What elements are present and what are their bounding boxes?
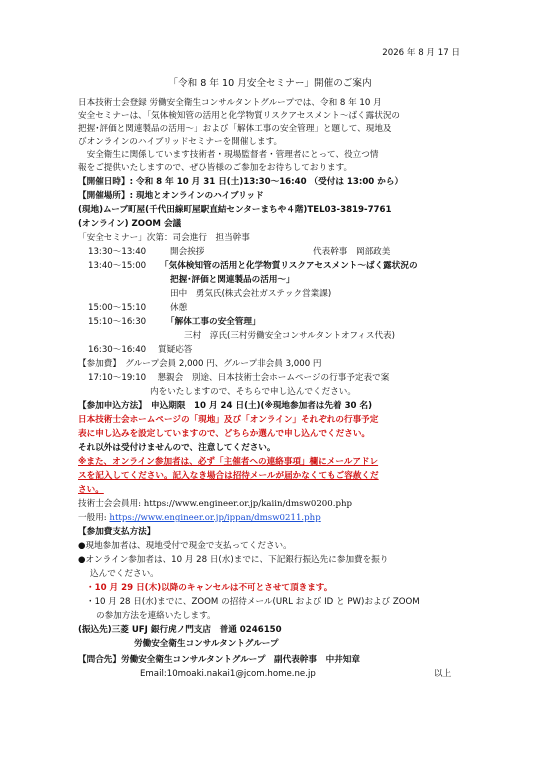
pay-online: 込んでください。 <box>90 569 159 579</box>
event-datetime: 【開催日時】: 令和 8 年 10 月 31 日(土)13:30〜16:40 （受付は 13:00 から） <box>78 177 404 187</box>
program-time: 15:00〜15:10 <box>88 303 147 313</box>
closing-mark: 以上 <box>434 669 452 679</box>
public-url-label: 一般用: <box>78 513 110 523</box>
program-time: 13:30〜13:40 <box>88 247 147 257</box>
public-url-link[interactable]: https://www.engineer.or.jp/ippan/dmsw0211.php <box>109 513 321 523</box>
program-title: 質疑応答 <box>158 345 193 355</box>
program-time: 16:30〜16:40 <box>88 345 147 355</box>
member-url: 技術士会会員用: https://www.engineer.or.jp/kaiin/dmsw0200.php <box>78 499 353 509</box>
intro-line: 報をご提供いたしますので、ぜひ皆様のご参加をお待ちしております。 <box>78 163 353 173</box>
intro-line: 安全衛生に関係しています技術者・現場監督者・管理者にとって、役立つ情 <box>78 150 379 160</box>
venue-label: 【開催場所】: 現地とオンラインのハイブリッド <box>78 191 264 201</box>
program-speaker: 代表幹事 岡部政美 <box>313 247 391 257</box>
online-email-note: さい。 <box>78 485 104 495</box>
program-title: 休憩 <box>170 303 188 313</box>
program-speaker: 田中 勇気氏(株式会社ガステック営業課) <box>170 289 332 299</box>
payment-header: 【参加費支払方法】 <box>78 527 156 537</box>
apply-instruction: 日本技術士会ホームページの「現地」及び「オンライン」それぞれの行事予定 <box>78 415 379 425</box>
apply-line: 【参加申込方法】 申込期限 10 月 24 日(土)(※現地参加者は先着 30 名) <box>78 401 373 411</box>
social-line: 17:10〜19:10 懇親会 別途、日本技術士会ホームページの行事予定表で案 <box>88 373 390 383</box>
public-url-line <box>78 513 321 524</box>
contact-email: Email:10moaki.nakai1@jcom.home.ne.jp <box>140 669 316 679</box>
not-accepted-note: それ以外は受付けませんので、注意してください。 <box>78 443 276 453</box>
program-title: 「解体工事の安全管理」 <box>166 317 261 327</box>
fee-line: 【参加費】 グループ会員 2,000 円、グループ非会員 3,000 円 <box>78 359 322 369</box>
online-email-note: スを記入してください。記入なき場合は招待メールが届かなくてもご容赦くだ <box>78 471 379 481</box>
online-email-note: ※また、オンライン参加者は、必ず「主催者への連絡事項」欄にメールアドレ <box>78 457 379 467</box>
bank-account-name: 労働安全衛生コンサルタントグループ <box>134 639 279 649</box>
program-title: 「気体検知管の活用と化学物質リスクアセスメント〜ばく露状況の <box>160 261 418 271</box>
cancel-policy: ・10 月 29 日(木)以降のキャンセルは不可とさせて頂きます。 <box>86 583 333 593</box>
bank-info: (振込先)三菱 UFJ 銀行虎ノ門支店 普通 0246150 <box>78 625 282 635</box>
program-header: 「安全セミナー」次第：司会進行 担当幹事 <box>78 233 250 243</box>
social-line: 内をいたしますので、そちらで申し込んでください。 <box>150 387 356 397</box>
contact-info: 【問合先】労働安全衛生コンサルタントグループ 副代表幹事 中井知章 <box>78 655 360 665</box>
program-time: 15:10〜16:30 <box>88 317 147 327</box>
intro-line: 日本技術士会登録 労働安全衛生コンサルタントグループでは、令和 8 年 10 月 <box>78 98 382 108</box>
program-time: 13:40〜15:00 <box>88 261 147 271</box>
intro-line: 把握･評価と関連製品の活用〜」および「解体工事の安全管理」と題して、現地及 <box>78 124 392 134</box>
program-title: 把握･評価と関連製品の活用〜」 <box>170 275 295 285</box>
page-title: 「令和 8 年 10 月安全セミナー」開催のご案内 <box>168 78 372 89</box>
zoom-notice: の参加方法を連絡いたします。 <box>96 611 216 621</box>
program-speaker: 三村 淳氏(三村労働安全コンサルタントオフィス代表) <box>184 331 395 341</box>
apply-instruction: 表に申し込みを設定していますので、どちらか選んで申し込んでください。 <box>78 429 371 439</box>
zoom-notice: ・10 月 28 日(水)までに、ZOOM の招待メール(URL および ID と PW)および ZOOM <box>86 597 420 607</box>
venue-online: (オンライン) ZOOM 会議 <box>78 219 182 229</box>
venue-onsite: (現地)ムーブ町屋(千代田線町屋駅直結センターまちや４階)TEL03-3819-7761 <box>78 205 392 215</box>
pay-online: ●オンライン参加者は、10 月 28 日(水)までに、下記銀行振込先に参加費を振り <box>78 555 389 565</box>
intro-line: びオンラインのハイブリッドセミナーを開催します。 <box>78 137 283 147</box>
program-title: 開会挨拶 <box>170 247 205 257</box>
pay-onsite: ●現地参加者は、現地受付で現金で支払ってください。 <box>78 541 292 551</box>
issue-date: 2026 年 8 月 17 日 <box>382 48 460 58</box>
intro-line: 安全セミナーは、「気体検知管の活用と化学物質リスクアセスメント〜ばく露状況の <box>78 111 401 121</box>
